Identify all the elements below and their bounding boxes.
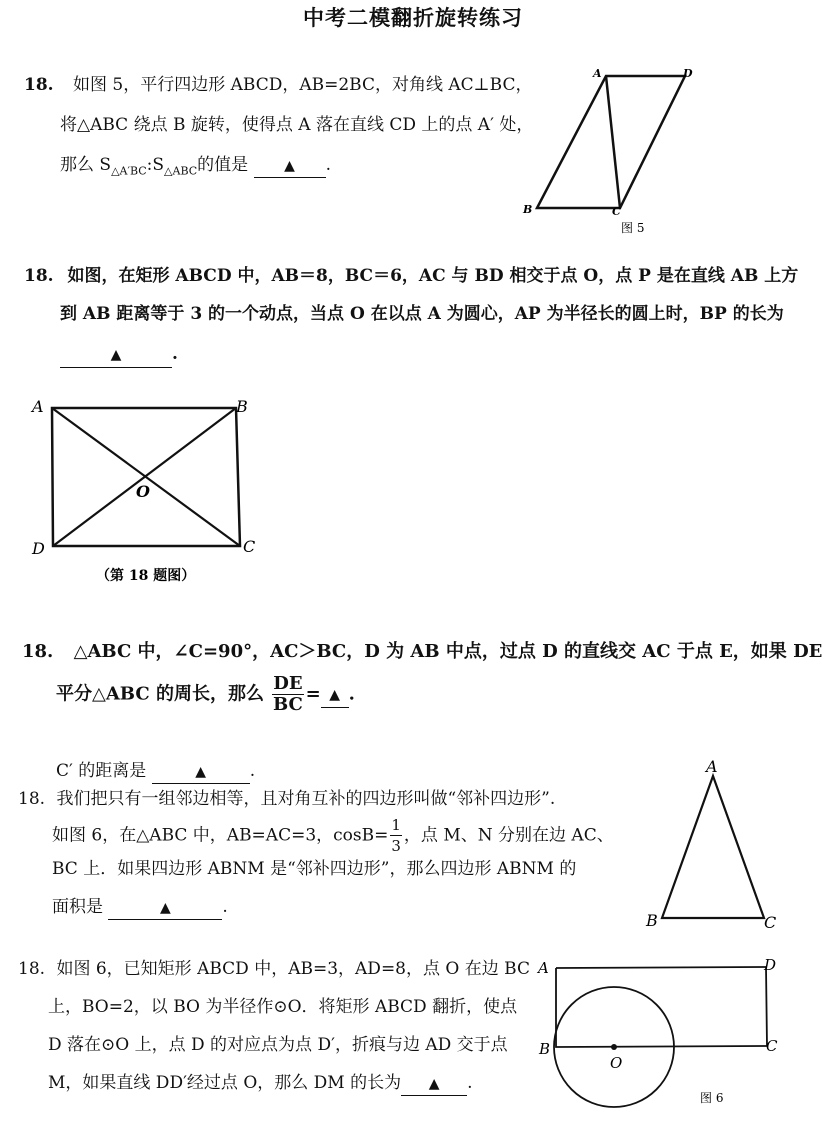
q5-figure-rect-circle <box>530 950 800 1135</box>
q1-diagonal-ac <box>606 76 620 208</box>
q1-line3 <box>60 154 331 182</box>
q2-line3 <box>60 342 178 368</box>
q2-line2: 到 AB 距离等于 3 的一个动点，当点 O 在以点 A 为圆心，AP 为半径长的圆上时，BP 的长为 <box>60 304 784 324</box>
q1-sub2: △ABC <box>164 164 198 178</box>
q3-text-2: 平分△ABC 的周长，那么 <box>56 683 264 705</box>
q5-caption: 图 6 <box>700 1091 724 1105</box>
q1-label-c: C <box>612 205 621 218</box>
q3-fraction <box>272 674 303 715</box>
q5-line2: 上，BO=2，以 BO 为半径作⊙O．将矩形 ABCD 翻折，使点 <box>48 997 518 1017</box>
q5-number: 18. <box>18 959 46 979</box>
q4-frac-den: 3 <box>391 837 401 855</box>
q1-parallelogram <box>537 76 685 208</box>
q5-label-b: B <box>539 1040 551 1058</box>
q5-text-1: 如图 6，已知矩形 ABCD 中，AB=3，AD=8，点 O 在边 BC <box>56 959 530 979</box>
q1-line2: 将△ABC 绕点 B 旋转，使得点 A 落在直线 CD 上的点 A′ 处， <box>60 115 534 135</box>
q4-label-a: A <box>706 757 718 776</box>
q2-line1 <box>24 264 798 288</box>
q3-line1 <box>22 640 822 664</box>
q4-triangle-mark: ▲ <box>160 900 171 916</box>
q1-colon: :S <box>146 155 165 175</box>
q1-label-d: D <box>683 67 693 80</box>
q3-eq: = <box>305 683 321 705</box>
q1-text-3a: 那么 S <box>60 155 112 175</box>
q5-answer-blank[interactable] <box>401 1072 467 1096</box>
q4-figure-triangle <box>640 756 790 934</box>
q4-prev-triangle-mark: ▲ <box>195 764 207 780</box>
q1-label-a: A <box>593 67 602 80</box>
q5-line3: D 落在⊙O 上，点 D 的对应点为点 D′，折痕与边 AD 交于点 <box>48 1035 508 1055</box>
q2-caption: （第 18 题图） <box>96 568 196 584</box>
q4-triangle <box>662 776 764 918</box>
q1-number: 18. <box>24 75 54 95</box>
q5-text-4: M，如果直线 DD′经过点 O，那么 DM 的长为 <box>48 1073 402 1093</box>
q3-frac-den: BC <box>272 694 303 715</box>
q2-label-o: O <box>136 482 150 501</box>
q5-triangle-mark: ▲ <box>428 1076 440 1092</box>
q4-prev-blank[interactable] <box>152 760 250 784</box>
q2-number: 18. <box>24 266 54 286</box>
q2-figure-rectangle <box>26 392 276 592</box>
q3-answer-blank[interactable] <box>321 682 349 708</box>
page-title: 中考二模翻折旋转练习 <box>303 5 523 30</box>
q2-label-d: D <box>32 539 45 558</box>
q4-line1 <box>18 788 555 810</box>
q4-prev-line <box>56 760 255 784</box>
q2-text-1: 如图，在矩形 ABCD 中，AB＝8，BC＝6，AC 与 BD 相交于点 O，点 P 是在直线 AB 上方 <box>67 266 799 286</box>
q3-text-1: △ABC 中，∠C=90°，AC＞BC，D 为 AB 中点，过点 D 的直线交 AC 于点 E，如果 DE <box>73 641 823 662</box>
q1-answer-blank[interactable] <box>254 154 326 178</box>
q5-end: . <box>467 1073 473 1093</box>
q4-prev-text: C′ 的距离是 <box>56 761 147 781</box>
q4-end: . <box>222 897 228 917</box>
q4-number: 18. <box>18 789 46 809</box>
q5-center-point <box>611 1044 617 1050</box>
q1-text-1: 如图 5，平行四边形 ABCD，AB=2BC，对角线 AC⊥BC， <box>72 75 533 95</box>
q4-fraction <box>390 815 402 856</box>
q2-label-b: B <box>236 397 248 416</box>
q4-label-b: B <box>646 911 658 930</box>
q5-line1 <box>18 958 530 980</box>
q1-label-b: B <box>523 203 533 216</box>
q5-label-c: C <box>766 1037 778 1055</box>
q5-label-o: O <box>610 1054 623 1072</box>
q4-frac-num: 1 <box>391 816 401 834</box>
q4-text-2a: 如图 6，在△ABC 中，AB=AC=3，cosB= <box>52 825 389 846</box>
q2-triangle-mark: ▲ <box>110 347 122 363</box>
q1-end: . <box>325 155 331 175</box>
q1-line1 <box>24 74 532 96</box>
q1-figure-parallelogram <box>515 62 715 237</box>
q3-triangle-mark: ▲ <box>329 686 341 703</box>
q5-label-d: D <box>764 956 777 974</box>
q5-line4 <box>48 1072 473 1096</box>
q5-label-a: A <box>538 959 549 977</box>
q4-answer-blank[interactable] <box>108 896 222 920</box>
q4-line4 <box>52 896 228 920</box>
q1-caption: 图 5 <box>621 221 645 235</box>
q3-frac-num: DE <box>273 673 303 694</box>
q4-line2 <box>52 815 614 856</box>
q3-end: . <box>348 683 355 705</box>
q2-answer-blank[interactable] <box>60 342 172 368</box>
q4-text-1: 我们把只有一组邻边相等，且对角互补的四边形叫做“邻补四边形”. <box>56 789 556 809</box>
q4-line3: BC 上．如果四边形 ABNM 是“邻补四边形”，那么四边形 ABNM 的 <box>52 859 577 879</box>
q3-number: 18. <box>22 641 54 662</box>
q3-line2 <box>56 674 355 715</box>
q2-end: . <box>172 344 178 364</box>
q4-text-2b: ，点 M、N 分别在边 AC、 <box>403 825 614 846</box>
q1-sub1: △A′BC <box>111 164 147 178</box>
q1-triangle-mark: ▲ <box>284 158 295 174</box>
q4-text-4: 面积是 <box>52 897 103 917</box>
q4-prev-end: . <box>249 761 256 781</box>
q5-rectangle <box>556 967 767 1047</box>
q2-label-a: A <box>32 397 44 416</box>
q2-label-c: C <box>243 537 256 556</box>
q4-label-c: C <box>764 913 777 932</box>
q1-text-3b: 的值是 <box>197 155 249 175</box>
